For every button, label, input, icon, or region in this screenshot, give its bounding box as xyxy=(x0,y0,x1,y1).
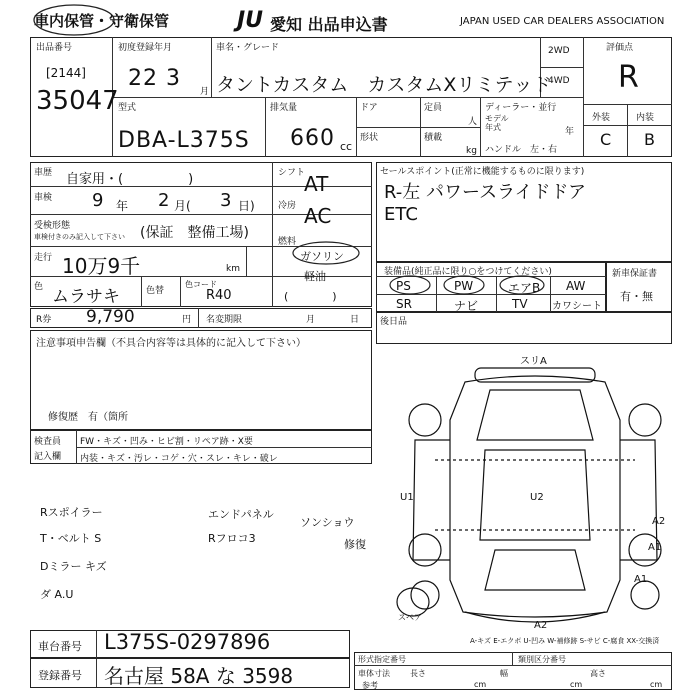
dims-label: 車体寸法 xyxy=(358,669,390,678)
drive-4wd: 4WD xyxy=(548,76,570,86)
damage-a1: A1 xyxy=(648,542,662,553)
form-title: 愛知 出品申込書 xyxy=(270,15,388,34)
chassis-label: 車台番号 xyxy=(38,640,82,653)
recycle-value: 9,790 xyxy=(86,307,135,327)
displacement-unit: cc xyxy=(340,140,353,153)
inspection-m-unit: 月( xyxy=(174,199,191,213)
repair-history: 修復歴 有（箇所 xyxy=(48,412,128,423)
inspection-label: 車検 xyxy=(34,193,53,203)
hand-note: Rスポイラー xyxy=(40,506,103,519)
year-unit: 年 xyxy=(565,127,575,137)
equip-sr: SR xyxy=(396,297,412,311)
equip-tv: TV xyxy=(512,297,528,311)
model-value: DBA-L375S xyxy=(118,128,250,153)
history-label: 車歴 xyxy=(34,168,53,178)
first-reg-value: 22 3 xyxy=(128,66,181,91)
fuel-diesel: 軽油 xyxy=(304,270,326,283)
ju-logo: JU xyxy=(237,8,264,33)
inspector-note-label: 記入欄 xyxy=(34,452,62,462)
shift-value: AT xyxy=(304,172,329,196)
spare-label: スペア xyxy=(398,613,422,622)
sales-point-line1: R-左 パワースライドドア xyxy=(384,182,587,203)
sales-point-line2: ETC xyxy=(384,204,418,225)
reception-label: 受検形態 xyxy=(34,221,71,231)
history-value: 自家用・( ) xyxy=(66,172,194,187)
load-label: 積載 xyxy=(424,133,443,143)
damage-u2: U2 xyxy=(530,492,544,503)
color-change-label: 色替 xyxy=(146,286,165,296)
length-unit: cm xyxy=(474,680,487,689)
hand-note: T・ベルト S xyxy=(40,532,102,545)
equip-airbag: エアB xyxy=(508,281,541,295)
inspector-label: 検査員 xyxy=(34,437,62,447)
color-label: 色 xyxy=(34,282,44,292)
storage-note: 車内保管・守衛保管 xyxy=(34,12,170,30)
inspection-d-unit: 日) xyxy=(238,199,255,213)
load-unit: kg xyxy=(466,146,477,156)
plate-value: 名古屋 58A な 3598 xyxy=(104,664,294,688)
name-change-label: 名変期限 xyxy=(206,315,243,325)
inspection-y-unit: 年 xyxy=(116,199,129,213)
sales-point-box xyxy=(376,162,672,262)
storage-circle xyxy=(30,2,120,38)
color-value: ムラサキ xyxy=(52,287,120,307)
exterior-value: C xyxy=(600,130,612,149)
mileage-value: 10万9千 xyxy=(62,254,141,278)
after-date-box xyxy=(376,312,672,344)
name-change-day: 日 xyxy=(350,315,360,325)
equip-leather-seat: カワシート xyxy=(552,301,602,312)
damage-a1b: A1 xyxy=(634,574,648,585)
model-label: 型式 xyxy=(118,103,137,113)
first-reg-label: 初度登録年月 xyxy=(118,43,173,53)
lot-label: 出品番号 xyxy=(36,43,73,53)
sales-point-label: セールスポイント(正常に機能するものに限ります) xyxy=(380,167,585,177)
score-label: 評価点 xyxy=(606,43,634,53)
damage-a2: A2 xyxy=(652,516,666,527)
model-cert-label: 形式指定番号 xyxy=(358,655,406,664)
hand-note: Rフロコ3 xyxy=(208,532,256,545)
drive-2wd: 2WD xyxy=(548,46,570,56)
model-year-label: モデル 年式 xyxy=(485,114,509,132)
reception-note: 車検付きのみ記入して下さい xyxy=(34,233,125,241)
equip-navi: ナビ xyxy=(454,299,479,313)
fuel-gas-circle xyxy=(290,240,362,266)
equip-pw: PW xyxy=(454,279,474,293)
car-name-label: 車名・グレード xyxy=(216,43,280,53)
hand-note: Dミラー キズ xyxy=(40,560,107,573)
width-unit: cm xyxy=(570,680,583,689)
hand-note: 修復 xyxy=(344,538,366,551)
damage-a2b: A2 xyxy=(534,620,548,631)
plate-label: 登録番号 xyxy=(38,669,82,682)
length-label: 長さ xyxy=(410,669,426,678)
interior-value: B xyxy=(644,130,655,149)
fuel-gas: ガソリン xyxy=(300,250,344,263)
hand-note: ソンショウ xyxy=(300,516,355,529)
door-label: ドア xyxy=(360,103,378,113)
capacity-label: 定員 xyxy=(424,103,443,113)
displacement-value: 660 xyxy=(290,126,335,151)
mileage-unit: km xyxy=(226,264,240,274)
handle-label: ハンドル 左・右 xyxy=(485,145,558,155)
colorcode-value: R40 xyxy=(206,288,232,303)
equip-aw: AW xyxy=(566,279,586,293)
lot-sub-number: [2144] xyxy=(46,66,86,80)
reception-value: (保証 整備工場) xyxy=(140,225,249,241)
inspection-day: 3 xyxy=(220,190,232,211)
fuel-other: ( ) xyxy=(284,290,337,303)
inspector-row1: FW・キズ・凹み・ヒビ割・リペア跡・X要 xyxy=(80,437,253,447)
displacement-label: 排気量 xyxy=(270,103,298,113)
damage-u1: U1 xyxy=(400,492,414,503)
class-code-label: 類別区分番号 xyxy=(518,655,566,664)
hand-note: エンドパネル xyxy=(208,508,274,521)
colorcode-label: 色コード xyxy=(185,280,217,289)
warranty-label: 新車保証書 xyxy=(612,269,658,279)
shape-label: 形状 xyxy=(360,133,379,143)
exterior-label: 外装 xyxy=(592,113,611,123)
mileage-label: 走行 xyxy=(34,253,53,263)
inspection-year: 9 xyxy=(92,190,104,211)
height-label: 高さ xyxy=(590,669,606,678)
chassis-value: L375S-0297896 xyxy=(104,630,271,654)
equip-circles xyxy=(380,274,550,296)
dims-ref: 参考 xyxy=(362,681,378,690)
width-label: 幅 xyxy=(500,669,508,678)
car-name-value: タントカスタム カスタムXリミテッド xyxy=(216,74,552,96)
hand-note: ダ A.U xyxy=(40,588,74,601)
name-change-month: 月 xyxy=(306,315,316,325)
equipment-label: 装備品(純正品に限り○をつけてください) xyxy=(384,267,552,277)
lot-number: 35047 xyxy=(36,86,119,116)
shift-label: シフト xyxy=(278,168,306,178)
recycle-label: R券 xyxy=(36,315,52,325)
warranty-value: 有・無 xyxy=(620,290,653,303)
height-unit: cm xyxy=(650,680,663,689)
notes-label: 注意事項申告欄（不具合内容等は具体的に記入して下さい） xyxy=(36,338,306,349)
capacity-unit: 人 xyxy=(468,117,478,127)
ac-value: AC xyxy=(304,204,332,228)
after-date-label: 後日品 xyxy=(380,317,408,327)
ac-label: 冷房 xyxy=(278,201,297,211)
inspection-month: 2 xyxy=(158,190,170,211)
damage-top: スリA xyxy=(520,356,547,367)
fuel-label: 燃料 xyxy=(278,237,297,247)
equip-ps: PS xyxy=(396,279,411,293)
association-name: JAPAN USED CAR DEALERS ASSOCIATION xyxy=(460,16,665,27)
score-value: R xyxy=(618,60,639,95)
recycle-unit: 円 xyxy=(182,315,192,325)
recycle-box xyxy=(30,308,372,328)
damage-legend: A-キズ E-エクボ U-凹み W-補修跡 S-サビ C-腐食 XX-交換済 xyxy=(470,637,660,645)
first-reg-unit: 月 xyxy=(200,87,210,97)
interior-label: 内装 xyxy=(636,113,655,123)
inspector-row2: 内装・キズ・汚レ・コゲ・穴・スレ・キレ・破レ xyxy=(80,454,278,464)
dealer-label: ディーラー・並行 xyxy=(485,103,557,113)
